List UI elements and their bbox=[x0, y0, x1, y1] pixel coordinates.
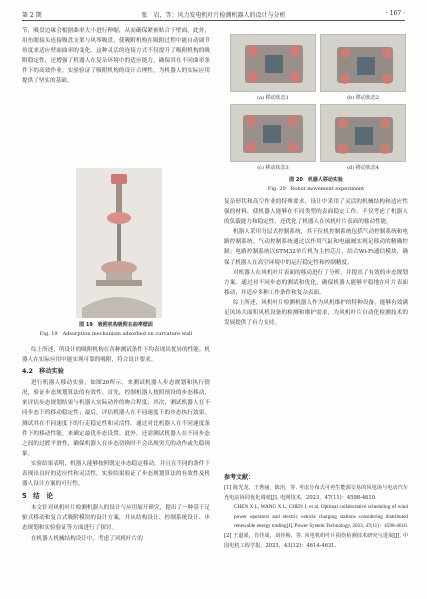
left-column-body bbox=[22, 345, 210, 544]
photo-movement-state-2 bbox=[320, 34, 406, 92]
photo-movement-state-4 bbox=[320, 104, 406, 162]
issue-number: 第 2 期 bbox=[22, 12, 42, 19]
figure-20-caption bbox=[224, 176, 408, 193]
left-column-top bbox=[22, 26, 210, 87]
figure-20-caption-en: Fig. 20 Robot movement experiment bbox=[267, 185, 365, 192]
references-heading: 参考文献： bbox=[224, 474, 255, 481]
figure-20-caption-zh: 图 20 机器人移动实验 bbox=[289, 177, 343, 183]
reference-2-zh: [2] 王道果，肖佳成，刘佳梅，等. 风电机组叶片损伤检测技术研究与进展[J]. 中国电机工程学报，2023，43(12)：4614-4631. bbox=[224, 532, 408, 549]
references bbox=[224, 472, 408, 551]
photo-movement-state-3 bbox=[230, 104, 316, 162]
reference-1-zh: [1] 陈光龙，王秀丽，陈治，等. 考虑分布式可再生能源交易的风电场与电动汽车充电站协同优化调度[J]. 电网技术，2023，47(11)：4598-4610. bbox=[224, 485, 408, 501]
fig20-sublabel-b: (b) 移动状态2 bbox=[347, 95, 379, 101]
paragraph-adsorption-end: 节，吸盘边缘会根据曲率大小进行伸缩，从而确保紧密贴合于壁面。此外，用鱼眼接头连接吸盘支架与风琴吸盘，使吸附机构在吸附过程中能自动调节角度来适应壁面曲率的变化。这种灵活的连接方式不仅提升了吸附机构的吸附稳定性，还增强了机器人在复杂环境中的适应能力，确保其在不同曲率条件下的高效作业。实验验证了吸附机构的设计合理性，为机器人的实际应用提供了坚实的基础。 bbox=[22, 28, 210, 85]
figure-19-caption-en: Fig. 19 Adsorption mechanism adsorbed on curvature wall bbox=[39, 330, 193, 337]
figure-19-caption bbox=[22, 321, 210, 338]
paragraph-adsorption-summary: 综上所述，所设计的吸附机构在各种测试条件下均表现出优异的性能。机器人在实际应用中能实现可靠的吸附，符合设计要求。 bbox=[22, 347, 210, 364]
running-title: 张 岩，等：风力发电机叶片检测机器人的设计与分析 bbox=[141, 12, 286, 19]
figure-19 bbox=[76, 168, 162, 368]
paragraph-movement-2: 实验结果表明，机器人能够按照既定步态稳定移动，并且在不同的条件下表现出良好的适应性和灵活性。实验结果验证了步态规划算法的有效性及机器人设计方案的可行性。 bbox=[22, 460, 210, 488]
reference-1-en: CHEN X L, WANG X L, CHEN J, et al. Optimal collaborative scheduling of wind power operators and electric vehicle charging stations considering distributed renewable energy trading[J]. Power System Technology, 2023, 47(11)：4598-4610. bbox=[234, 504, 408, 530]
paragraph-gait: 对机器人在风机叶片表面的移动进行了分析，并提出了有效的步态规划方案。通过对不同步态的测试和优化，确保机器人能够平稳地在叶片表面移动，并适应多种工作条件和复杂表面。 bbox=[224, 269, 408, 296]
adsorption-mechanism-photo bbox=[76, 168, 162, 318]
paragraph-movement-1: 进行机器人移动实验，如图20所示，来测试机器人步态规划和执行情况，验证步态规划算法的有效性。首先，控制机器人按照预设的步态移动，来评估步态规划结果与机器人实际动作的吻合程度；其次，测试机器人在不同步态下的移动稳定性；最后，评估机器人在不同速度下的步态执行效果，测试其在不同速度下的行走稳定性和灵活性。通过对比机器人在不同速度条件下的移动性能，来确定最优步态设置。此外，还需测试机器人在不同步态之间的过渡平滑性，确保机器人在步态切换时不会出现突兀的动作或失稳现象。 bbox=[22, 380, 210, 457]
paragraph-conclusion-1: 本文针对风机叶片检测机器人的设计与应用展开研究，提出了一种基于足驱式移动和复合式吸附模块的设计方案，并从结构设计、控制系统设计、步态规划和实验验证等方面进行了探讨。 bbox=[22, 505, 210, 532]
paragraph-conclusion-2: 在机器人机械结构设计中，考虑了风机叶片的 bbox=[30, 535, 143, 542]
fig20-sublabel-c: (c) 移动状态3 bbox=[257, 165, 289, 171]
running-header bbox=[22, 9, 405, 21]
paragraph-control-system: 机器人采用分层式控制系统，其下位机控制系统包括气动控制系统和电路控制系统。气动控制系统通过以作用气缸和电磁阀实现足移动的精确控制；电路控制系统以STM32单片机为主控芯片，结合Wi-Fi通信模块，确保了机器人在高空环境中的运行稳定性和控制精度。 bbox=[224, 229, 408, 266]
section-5-heading: 5 结 论 bbox=[22, 492, 53, 501]
fig20-sublabel-d: (d) 移动状态4 bbox=[347, 165, 379, 171]
photo-movement-state-1 bbox=[230, 34, 316, 92]
section-4-2-heading: 4.2 移动实验 bbox=[22, 368, 64, 376]
page-number: · 167 · bbox=[385, 10, 405, 17]
paragraph-structure: 复杂形状和高空作业的特殊要求，设计中采用了灵活的机械结构和适应性强的材料，使机器人能够在不同类型的表面稳定工作。不仅考虑了机器人的负载能力和稳定性，还优化了机器人在风机叶片表面的移动性能。 bbox=[224, 199, 408, 226]
fig20-sublabel-a: (a) 移动状态1 bbox=[257, 95, 289, 101]
right-column-body bbox=[224, 197, 408, 328]
figure-19-caption-zh: 图 19 吸附机构吸附在曲率壁面 bbox=[79, 322, 153, 328]
paragraph-summary: 综上所述，风机叶片检测机器人作为风机维护的特种设备，能够有效满足风场大面积风机设备的检测和维护需求，为风机叶片自动化检测技术的发展提供了有力支持。 bbox=[224, 299, 408, 327]
